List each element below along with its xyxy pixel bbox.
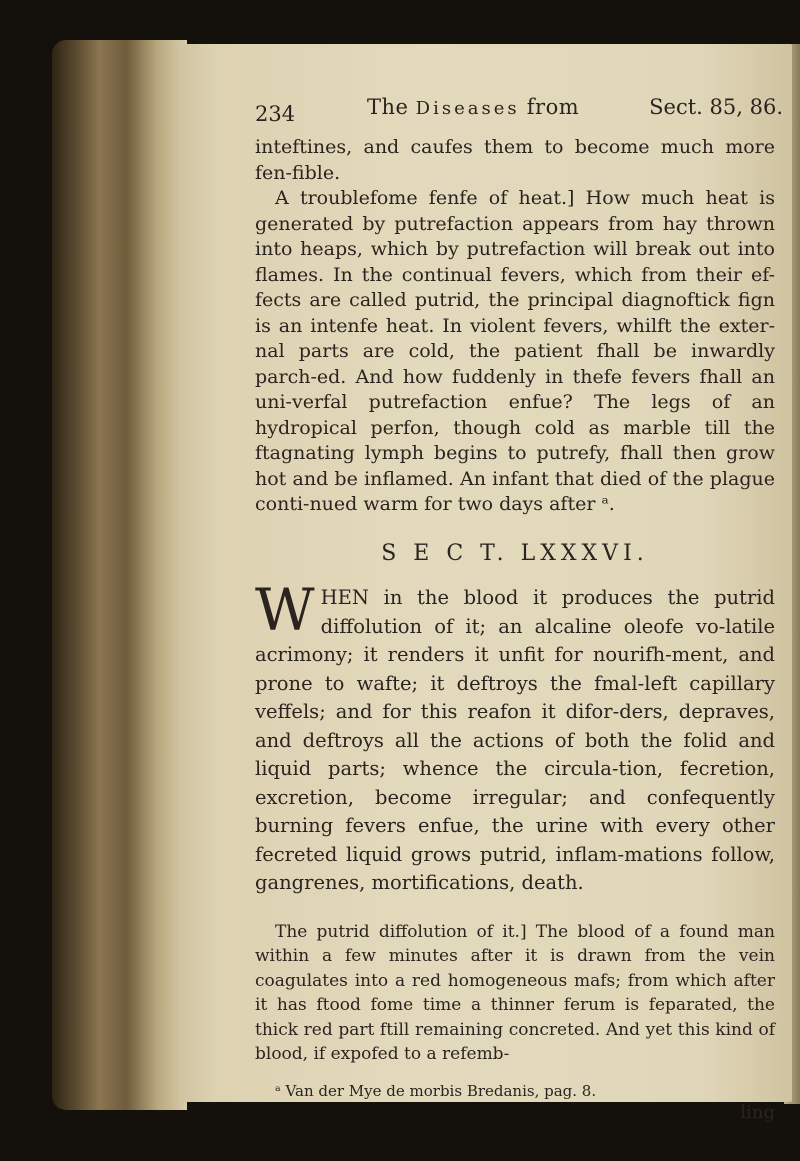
page-number: 234: [255, 102, 296, 126]
section-reference: Sect. 85, 86.: [649, 95, 783, 119]
running-title: The Diseases from: [367, 95, 580, 119]
drop-cap: W: [255, 576, 315, 644]
catchword: ling: [740, 1102, 775, 1123]
commentary-paragraph: The putrid diffolution of it.] The blood of a found man within a few minutes after it is drawn from the vein coagulates into a red homogeneous mafs; from which after it has ftood fome time a thinner ferum is feparated, the thick red part ftill remaining concreted. And yet this kind of blood, if expofed to a refemb-: [255, 921, 775, 1064]
section-aphorism: WHEN in the blood it produces the putrid diffolution of it; an alcaline oleofe vo-latile acrimony; it renders it unfit for nourifh-ment, and prone to wafte; it deftroys the fmal-left capillary veffels; and for this reafon it difor-ders, depraves, and deftroys all the actions of both the folid and liquid parts; whence the circula-tion, fecretion, excretion, become irregular; and confequently burning fevers enfue, the urine with every other fecreted liquid grows putrid, inflam-mations follow, gangrenes, mortifications, death.: [255, 576, 775, 894]
paragraph-heat: A troublefome fenfe of heat.] How much heat is generated by putrefaction appears from hay thrown into heaps, which by putrefaction will break out into flames. In the continual fevers, which from their ef-fects are called putrid, the principal diagnoftick fign is an intenfe heat. In violent fevers, whilft the exter-nal parts are cold, the patient fhall be inwardly parch-ed. And how fuddenly in thefe fevers fhall an uni-verfal putrefaction enfue? The legs of an hydropical perfon, though cold as marble till the ftagnating lymph begins to putrefy, fhall then grow hot and be inflamed. An infant that died of the plague conti-nued warm for two days after ᵃ.: [255, 187, 775, 515]
page-body: [255, 135, 775, 1126]
section-heading: S E C T. LXXXVI.: [381, 540, 649, 566]
paragraph-continuation: inteftines, and caufes them to become much more fen-fible.: [255, 136, 775, 184]
running-header: [255, 95, 783, 127]
footnote: ᵃ Van der Mye de morbis Bredanis, pag. 8.: [275, 1081, 597, 1100]
book-spine-edge: [52, 40, 187, 1110]
